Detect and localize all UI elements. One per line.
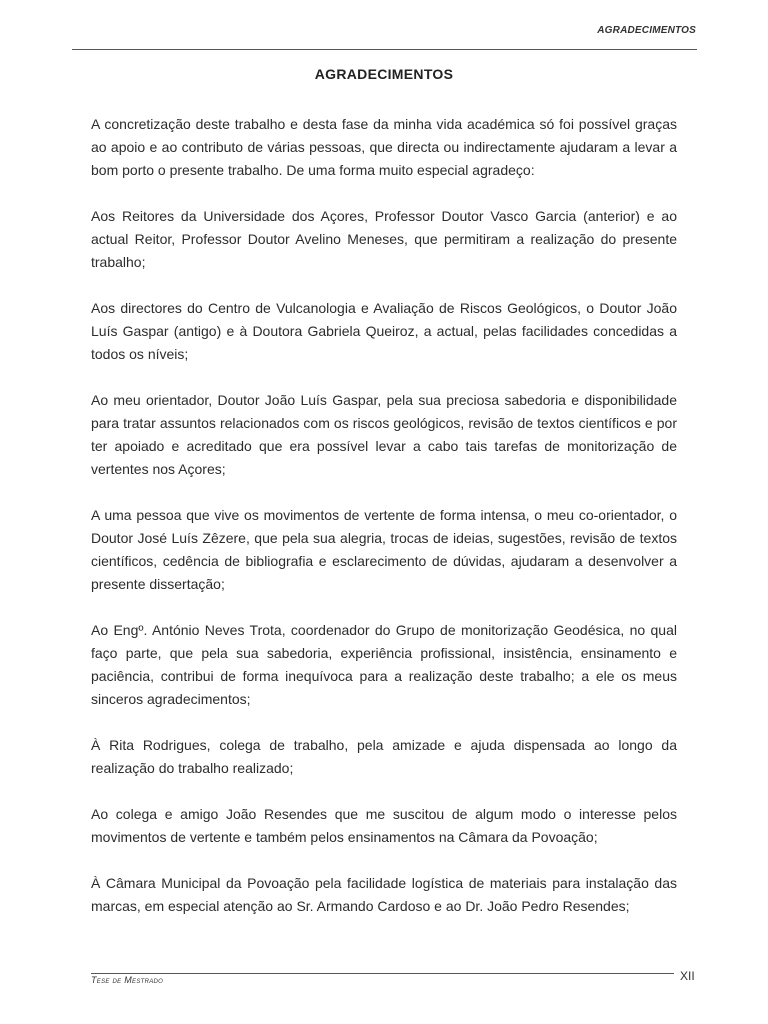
- footer-thesis-label: Tese de Mestrado: [91, 975, 164, 985]
- paragraph-camara: À Câmara Municipal da Povoação pela facilidade logística de materiais para instalação das marcas, em especial atenção ao Sr. Armando Cardoso e ao Dr. João Pedro Resendes;: [91, 875, 677, 914]
- page-title: AGRADECIMENTOS: [314, 66, 454, 82]
- paragraph-coordenador: Ao Engº. António Neves Trota, coordenador do Grupo de monitorização Geodésica, no qual faço parte, que pela sua sabedoria, experiência profissional, insistência, ensinamento e paciência, contribui de forma inequívoca para a realização deste trabalho; a ele os meus sinceros agradecimentos;: [91, 622, 677, 707]
- paragraph-reitores: Aos Reitores da Universidade dos Açores, Professor Doutor Vasco Garcia (anterior) e ao actual Reitor, Professor Doutor Avelino Meneses, que permitiram a realização do presente trabalho;: [91, 208, 677, 270]
- paragraph-intro: A concretização deste trabalho e desta fase da minha vida académica só foi possível graças ao apoio e ao contributo de várias pessoas, que directa ou indirectamente ajudaram a levar a bom porto o presente trabalho. De uma forma muito especial agradeço:: [91, 116, 677, 178]
- paragraph-colega-joao: Ao colega e amigo João Resendes que me suscitou de algum modo o interesse pelos movimentos de vertente e também pelos ensinamentos na Câmara da Povoação;: [91, 806, 677, 845]
- header-rule: [72, 49, 697, 50]
- running-header-title: AGRADECIMENTOS: [597, 25, 696, 36]
- paragraph-directores: Aos directores do Centro de Vulcanologia e Avaliação de Riscos Geológicos, o Doutor João Luís Gaspar (antigo) e à Doutora Gabriela Queiroz, a actual, pelas facilidades concedidas a todos os níveis;: [91, 300, 677, 362]
- page-number: XII: [680, 969, 695, 983]
- paragraph-orientador: Ao meu orientador, Doutor João Luís Gaspar, pela sua preciosa sabedoria e disponibilidade para tratar assuntos relacionados com os riscos geológicos, revisão de textos científicos e por ter apoiado e acreditado que era possível levar a cabo tais tarefas de monitorização de vertentes nos Açores;: [91, 392, 677, 477]
- acknowledgements-body: [91, 113, 677, 941]
- paragraph-co-orientador: A uma pessoa que vive os movimentos de vertente de forma intensa, o meu co-orientador, o Doutor José Luís Zêzere, que pela sua alegria, trocas de ideias, sugestões, revisão de textos científicos, cedência de bibliografia e esclarecimento de dúvidas, ajudaram a desenvolver a presente dissertação;: [91, 507, 677, 592]
- paragraph-colega-rita: À Rita Rodrigues, colega de trabalho, pela amizade e ajuda dispensada ao longo da realização do trabalho realizado;: [91, 737, 677, 776]
- footer-rule: [91, 973, 674, 974]
